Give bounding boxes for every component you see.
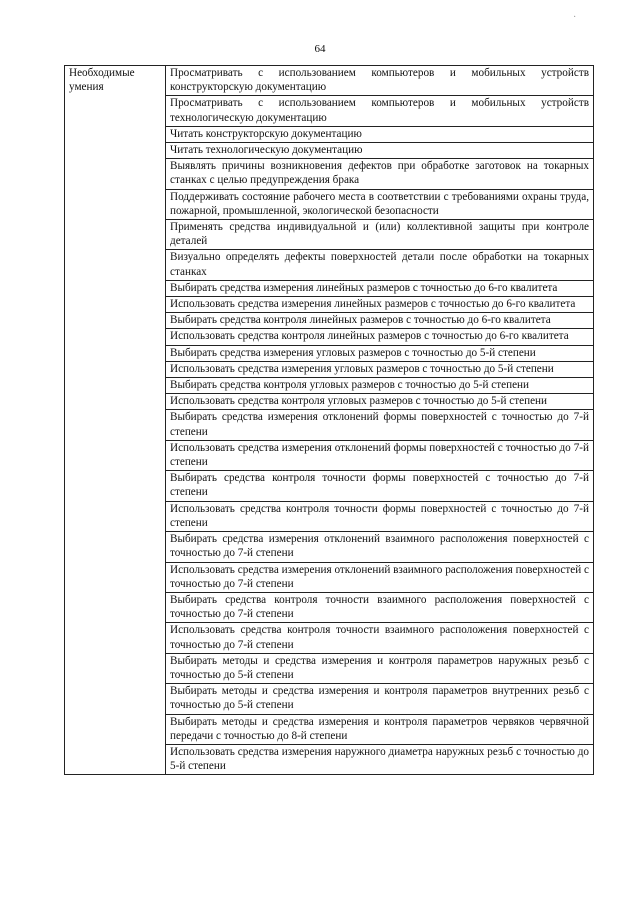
skill-item: Использовать средства измерения угловых размеров с точностью до 5-й степени <box>166 361 594 377</box>
skill-item: Использовать средства измерения линейных размеров с точностью до 6-го квалитета <box>166 297 594 313</box>
skill-item: Визуально определять дефекты поверхностей детали после обработки на токарных станках <box>166 250 594 280</box>
skill-item: Выбирать методы и средства измерения и контроля параметров наружных резьб с точностью до 5-й степени <box>166 653 594 683</box>
scan-mark: · <box>573 12 577 23</box>
skill-item: Читать конструкторскую документацию <box>166 126 594 142</box>
skill-item: Выбирать методы и средства измерения и контроля параметров червяков червячной передачи с точностью до 8-й степени <box>166 714 594 744</box>
skill-item: Использовать средства измерения отклонений взаимного расположения поверхностей с точностью до 7-й степени <box>166 562 594 592</box>
skill-item: Выбирать средства измерения угловых размеров с точностью до 5-й степени <box>166 345 594 361</box>
skill-item: Выбирать средства контроля линейных размеров с точностью до 6-го квалитета <box>166 313 594 329</box>
skill-item: Просматривать с использованием компьютеров и мобильных устройств конструкторскую документацию <box>166 66 594 96</box>
skill-item: Выбирать средства измерения отклонений взаимного расположения поверхностей с точностью до 7-й степени <box>166 532 594 562</box>
skill-item: Использовать средства контроля угловых размеров с точностью до 5-й степени <box>166 394 594 410</box>
skill-item: Выбирать средства измерения отклонений формы поверхностей с точностью до 7-й степени <box>166 410 594 440</box>
skill-item: Выбирать средства контроля угловых размеров с точностью до 5-й степени <box>166 378 594 394</box>
table-row <box>65 66 594 96</box>
skill-item: Использовать средства контроля линейных размеров с точностью до 6-го квалитета <box>166 329 594 345</box>
skill-item: Использовать средства контроля точности формы поверхностей с точностью до 7-й степени <box>166 501 594 531</box>
skills-table <box>64 65 594 775</box>
section-label: Необходимые умения <box>65 66 166 775</box>
skill-item: Просматривать с использованием компьютеров и мобильных устройств технологическую документацию <box>166 96 594 126</box>
page-number: 64 <box>314 43 326 55</box>
skill-item: Выбирать средства контроля точности взаимного расположения поверхностей с точностью до 7-й степени <box>166 592 594 622</box>
skill-item: Читать технологическую документацию <box>166 143 594 159</box>
skill-item: Выбирать средства контроля точности формы поверхностей с точностью до 7-й степени <box>166 471 594 501</box>
skills-table-body <box>65 66 594 775</box>
skill-item: Выбирать методы и средства измерения и контроля параметров внутренних резьб с точностью до 5-й степени <box>166 684 594 714</box>
skill-item: Использовать средства измерения отклонений формы поверхностей с точностью до 7-й степени <box>166 440 594 470</box>
skill-item: Выявлять причины возникновения дефектов при обработке заготовок на токарных станках с целью предупреждения брака <box>166 159 594 189</box>
skill-item: Поддерживать состояние рабочего места в соответствии с требованиями охраны труда, пожарной, промышленной, экологической безопасности <box>166 189 594 219</box>
skill-item: Применять средства индивидуальной и (или) коллективной защиты при контроле деталей <box>166 220 594 250</box>
skill-item: Использовать средства измерения наружного диаметра наружных резьб с точностью до 5-й степени <box>166 744 594 774</box>
skill-item: Выбирать средства измерения линейных размеров с точностью до 6-го квалитета <box>166 280 594 296</box>
skill-item: Использовать средства контроля точности взаимного расположения поверхностей с точностью до 7-й степени <box>166 623 594 653</box>
